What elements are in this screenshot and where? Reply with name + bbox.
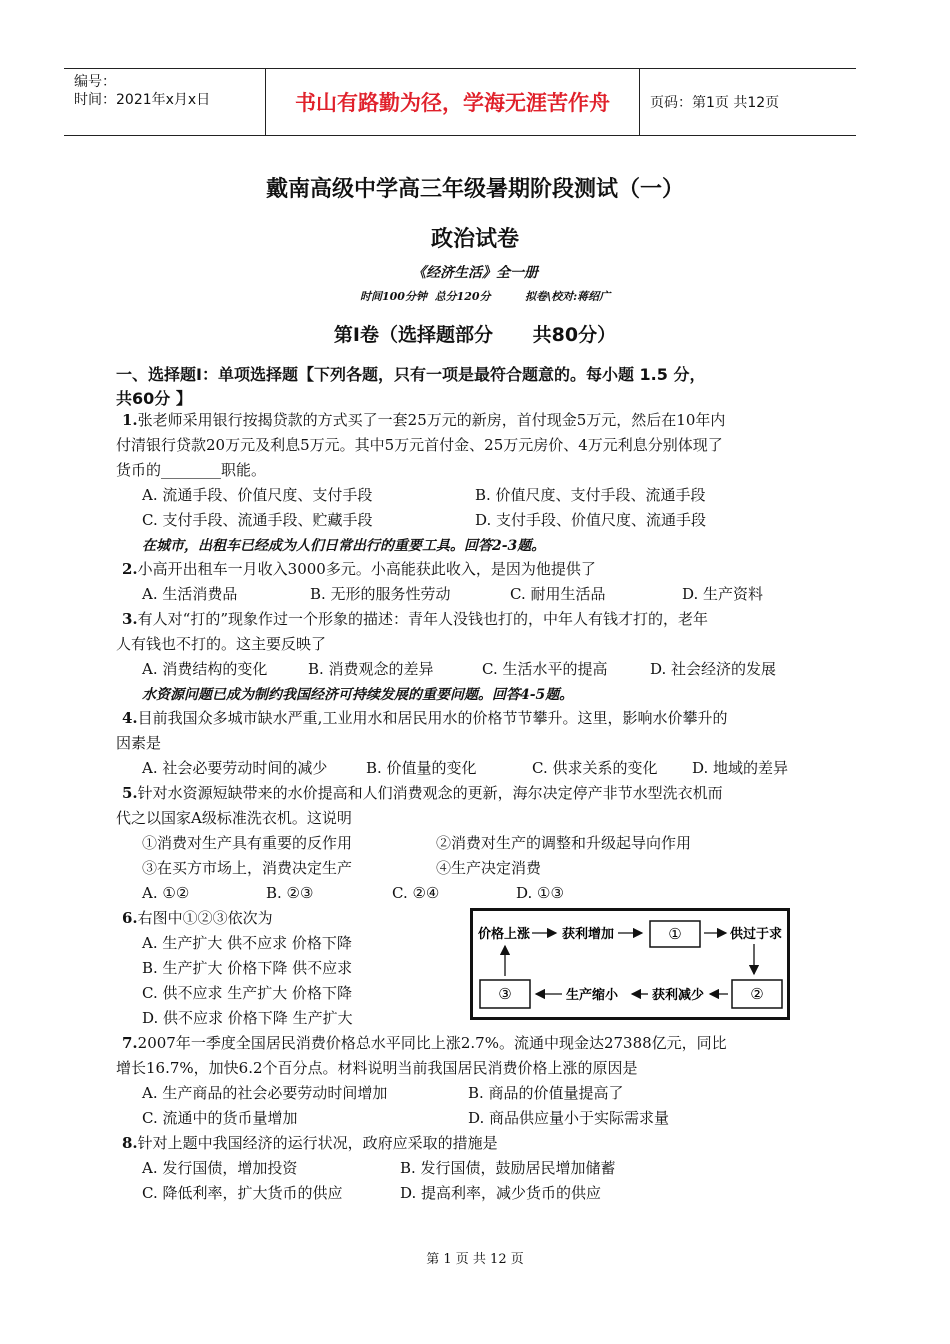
number-label: 编号： [74,74,116,90]
question-number: 4. [122,709,138,727]
question-text: 目前我国众多城市缺水严重,工业用水和居民用水的价格节节攀升。这里，影响水价攀升的 [137,709,728,727]
question-number: 8. [122,1134,138,1152]
option-a: A. 流通手段、价值尺度、支付手段 [142,486,373,504]
question-4-line2: 因素是 [116,734,162,752]
option-a: A. 发行国债，增加投资 [142,1159,298,1177]
option-d: D. 供不应求 价格下降 生产扩大 [142,1009,353,1027]
time-label: 时间：2021年x月x日 [74,92,211,108]
option-d: D. ①③ [516,884,564,902]
option-b: B. 发行国债，鼓励居民增加储蓄 [400,1159,616,1177]
question-number: 2. [122,560,138,578]
question-1-line2: 付清银行贷款20万元及利息5万元。其中5万元首付金、25万元房价、4万元利息分别体现了 [116,436,723,454]
question-text: 针对水资源短缺带来的水价提高和人们消费观念的更新，海尔决定停产非节水型洗衣机而 [137,784,723,802]
question-1-line3: 货币的________职能。 [116,461,267,479]
option-a: A. 生产商品的社会必要劳动时间增加 [142,1084,388,1102]
statement-2: ②消费对生产的调整和升级起导向作用 [436,834,692,852]
question-text: 针对上题中我国经济的运行状况，政府应采取的措施是 [137,1134,498,1152]
option-d: D. 支付手段、价值尺度、流通手段 [475,511,707,529]
exam-meta: 时间100分钟 总分120分 拟卷\校对:蒋绍广 [360,290,611,303]
page-info: 页码：第1页 共12页 [650,95,780,111]
option-d: D. 社会经济的发展 [650,660,777,678]
option-b: B. 生产扩大 价格下降 供不应求 [142,959,353,977]
option-b: B. 价值量的变化 [366,759,477,777]
question-1-line1 [122,410,725,430]
label-profit-down: 获利减少 [652,988,705,1003]
option-a: A. 社会必要劳动时间的减少 [142,759,328,777]
label-production-shrink: 生产缩小 [566,988,619,1003]
option-d: D. 生产资料 [682,585,764,603]
option-c: C. 流通中的货币量增加 [142,1109,298,1127]
statement-3: ③在买方市场上，消费决定生产 [142,859,353,877]
page-header [64,68,856,136]
page-footer: 第 1 页 共 12 页 [426,1252,524,1267]
option-a: A. 消费结构的变化 [142,660,268,678]
question-text: 右图中①②③依次为 [137,909,273,927]
option-c: C. 供不应求 生产扩大 价格下降 [142,984,353,1002]
context-hint-2: 水资源问题已成为制约我国经济可持续发展的重要问题。回答4-5题。 [142,687,574,703]
option-c: C. 生活水平的提高 [482,660,608,678]
subject-title: 政治试卷 [430,227,519,252]
statement-1: ①消费对生产具有重要的反作用 [142,834,353,852]
option-d: D. 商品供应量小于实际需求量 [468,1109,670,1127]
question-number: 1. [122,411,138,429]
option-b: B. 商品的价值量提高了 [468,1084,624,1102]
option-c: C. 降低利率，扩大货币的供应 [142,1184,343,1202]
question-number: 7. [122,1034,138,1052]
header-info [64,69,266,135]
option-c: C. 供求关系的变化 [532,759,658,777]
question-6-line1 [122,908,273,928]
label-profit-up: 获利增加 [562,927,615,942]
exam-title: 戴南高级中学高三年级暑期阶段测试（一） [265,177,684,202]
option-a: A. 生活消费品 [142,585,238,603]
question-number: 6. [122,909,138,927]
subtitle: 《经济生活》全一册 [412,265,538,281]
question-2-line1 [122,559,596,579]
option-c: C. ②④ [392,884,440,902]
question-5-line1 [122,783,723,803]
question-4-line1 [122,708,727,728]
question-text: 小高开出租车一月收入3000多元。小高能获此收入，是因为他提供了 [137,560,596,578]
option-a: A. 生产扩大 供不应求 价格下降 [142,934,352,952]
box-2-label: ② [750,985,764,1003]
option-c: C. 支付手段、流通手段、贮藏手段 [142,511,373,529]
option-d: D. 地域的差异 [692,759,789,777]
box-3-label: ③ [498,985,512,1003]
option-b: B. 无形的服务性劳动 [310,585,451,603]
question-5-line2: 代之以国家A级标准洗衣机。这说明 [116,809,352,827]
box-1-label: ① [668,925,682,943]
section-heading-line2: 共60分 】 [116,389,192,408]
question-3-line1 [122,609,708,629]
option-d: D. 提高利率，减少货币的供应 [400,1184,602,1202]
question-7-line2: 增长16.7%，加快6.2个百分点。材料说明当前我国居民消费价格上涨的原因是 [116,1059,638,1077]
part-title: 第Ⅰ卷（选择题部分 共80分） [333,324,617,346]
question-text: 2007年一季度全国居民消费价格总水平同比上涨2.7%。流通中现金达27388亿元，同比 [137,1034,727,1052]
option-a: A. ①② [142,884,190,902]
option-b: B. 消费观念的差异 [308,660,434,678]
section-heading-line1: 一、选择题Ⅰ：单项选择题【下列各题，只有一项是最符合题意的。每小题 1.5 分， [116,365,706,384]
market-cycle-diagram [470,908,790,1020]
motto: 书山有路勤为径，学海无涯苦作舟 [266,69,640,135]
question-text: 有人对“打的”现象作过一个形象的描述：青年人没钱也打的，中年人有钱才打的，老年 [137,610,709,628]
option-b: B. 价值尺度、支付手段、流通手段 [475,486,706,504]
question-number: 3. [122,610,138,628]
label-price-up: 价格上涨 [478,927,531,942]
question-8-line1 [122,1133,498,1153]
question-3-line2: 人有钱也不打的。这主要反映了 [116,635,327,653]
question-number: 5. [122,784,138,802]
option-b: B. ②③ [266,884,314,902]
option-c: C. 耐用生活品 [510,585,606,603]
statement-4: ④生产决定消费 [436,859,542,877]
question-7-line1 [122,1033,727,1053]
context-hint-1: 在城市，出租车已经成为人们日常出行的重要工具。回答2-3题。 [142,538,546,554]
question-text: 张老师采用银行按揭贷款的方式买了一套25万元的新房，首付现金5万元，然后在10年内 [137,411,726,429]
label-supply-exceeds: 供过于求 [730,927,783,942]
